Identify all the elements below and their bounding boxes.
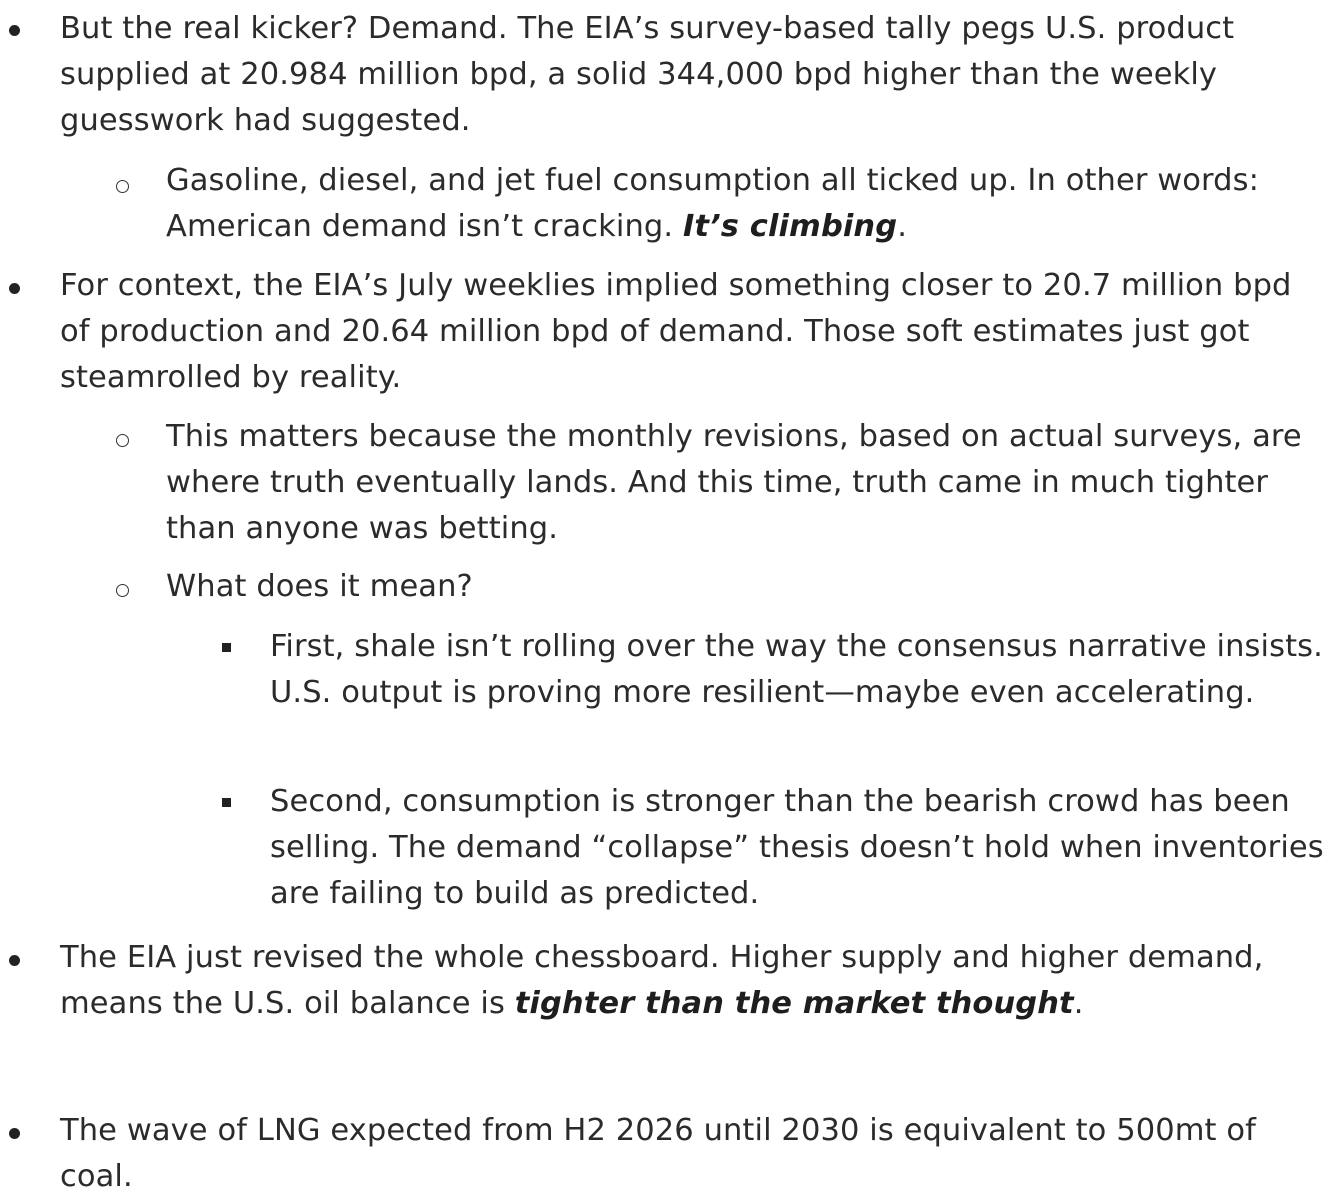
sub-bullet-item bbox=[166, 414, 1334, 552]
sub-bullet-text: This matters because the monthly revisions, based on actual surveys, are where truth eventually lands. And this time, truth came in much tighter than anyone was betting. bbox=[166, 419, 1302, 546]
sub-bullet-text: Gasoline, diesel, and jet fuel consumption all ticked up. In other words: American demand isn’t cracking. bbox=[166, 163, 1259, 244]
bullet-item bbox=[60, 6, 1330, 144]
sub-bullet-item bbox=[166, 564, 1334, 610]
bullet-dot-icon bbox=[9, 25, 20, 36]
emphasis-text: It’s climbing bbox=[682, 209, 898, 244]
sub-bullet-circle-icon bbox=[116, 584, 129, 597]
sub-bullet-item bbox=[166, 158, 1334, 250]
sub-sub-bullet-square-icon bbox=[222, 798, 231, 807]
sub-sub-bullet-square-icon bbox=[222, 643, 231, 652]
bullet-item bbox=[60, 935, 1330, 1027]
bullet-item bbox=[60, 263, 1330, 401]
bullet-text: The EIA just revised the whole chessboard. Higher supply and higher demand, means the U.S. oil balance is bbox=[60, 940, 1264, 1021]
bullet-text: But the real kicker? Demand. The EIA’s survey-based tally pegs U.S. product supplied at 20.984 million bpd, a solid 344,000 bpd higher than the weekly guesswork had suggested. bbox=[60, 11, 1235, 138]
bullet-text: The wave of LNG expected from H2 2026 until 2030 is equivalent to 500mt of coal. bbox=[60, 1113, 1256, 1194]
sub-bullet-circle-icon bbox=[116, 180, 129, 193]
punctuation: . bbox=[897, 209, 907, 244]
emphasis-text: tighter than the market thought bbox=[514, 986, 1074, 1021]
sub-bullet-circle-icon bbox=[116, 434, 129, 447]
bullet-item bbox=[60, 1108, 1330, 1200]
sub-sub-bullet-item bbox=[270, 779, 1334, 917]
punctuation: . bbox=[1073, 986, 1084, 1021]
sub-bullet-text: What does it mean? bbox=[166, 569, 473, 604]
bullet-dot-icon bbox=[9, 283, 20, 294]
bullet-dot-icon bbox=[9, 955, 20, 966]
bullet-text: For context, the EIA’s July weeklies implied something closer to 20.7 million bpd of production and 20.64 million bpd of demand. Those soft estimates just got steamrolled by reality. bbox=[60, 268, 1292, 395]
sub-sub-bullet-text: Second, consumption is stronger than the bearish crowd has been selling. The demand “collapse” thesis doesn’t hold when inventories are failing to build as predicted. bbox=[270, 784, 1324, 911]
sub-sub-bullet-item bbox=[270, 624, 1334, 716]
bullet-dot-icon bbox=[9, 1128, 20, 1139]
sub-sub-bullet-text: First, shale isn’t rolling over the way the consensus narrative insists. U.S. output is proving more resilient—maybe even accelerating. bbox=[270, 629, 1323, 710]
